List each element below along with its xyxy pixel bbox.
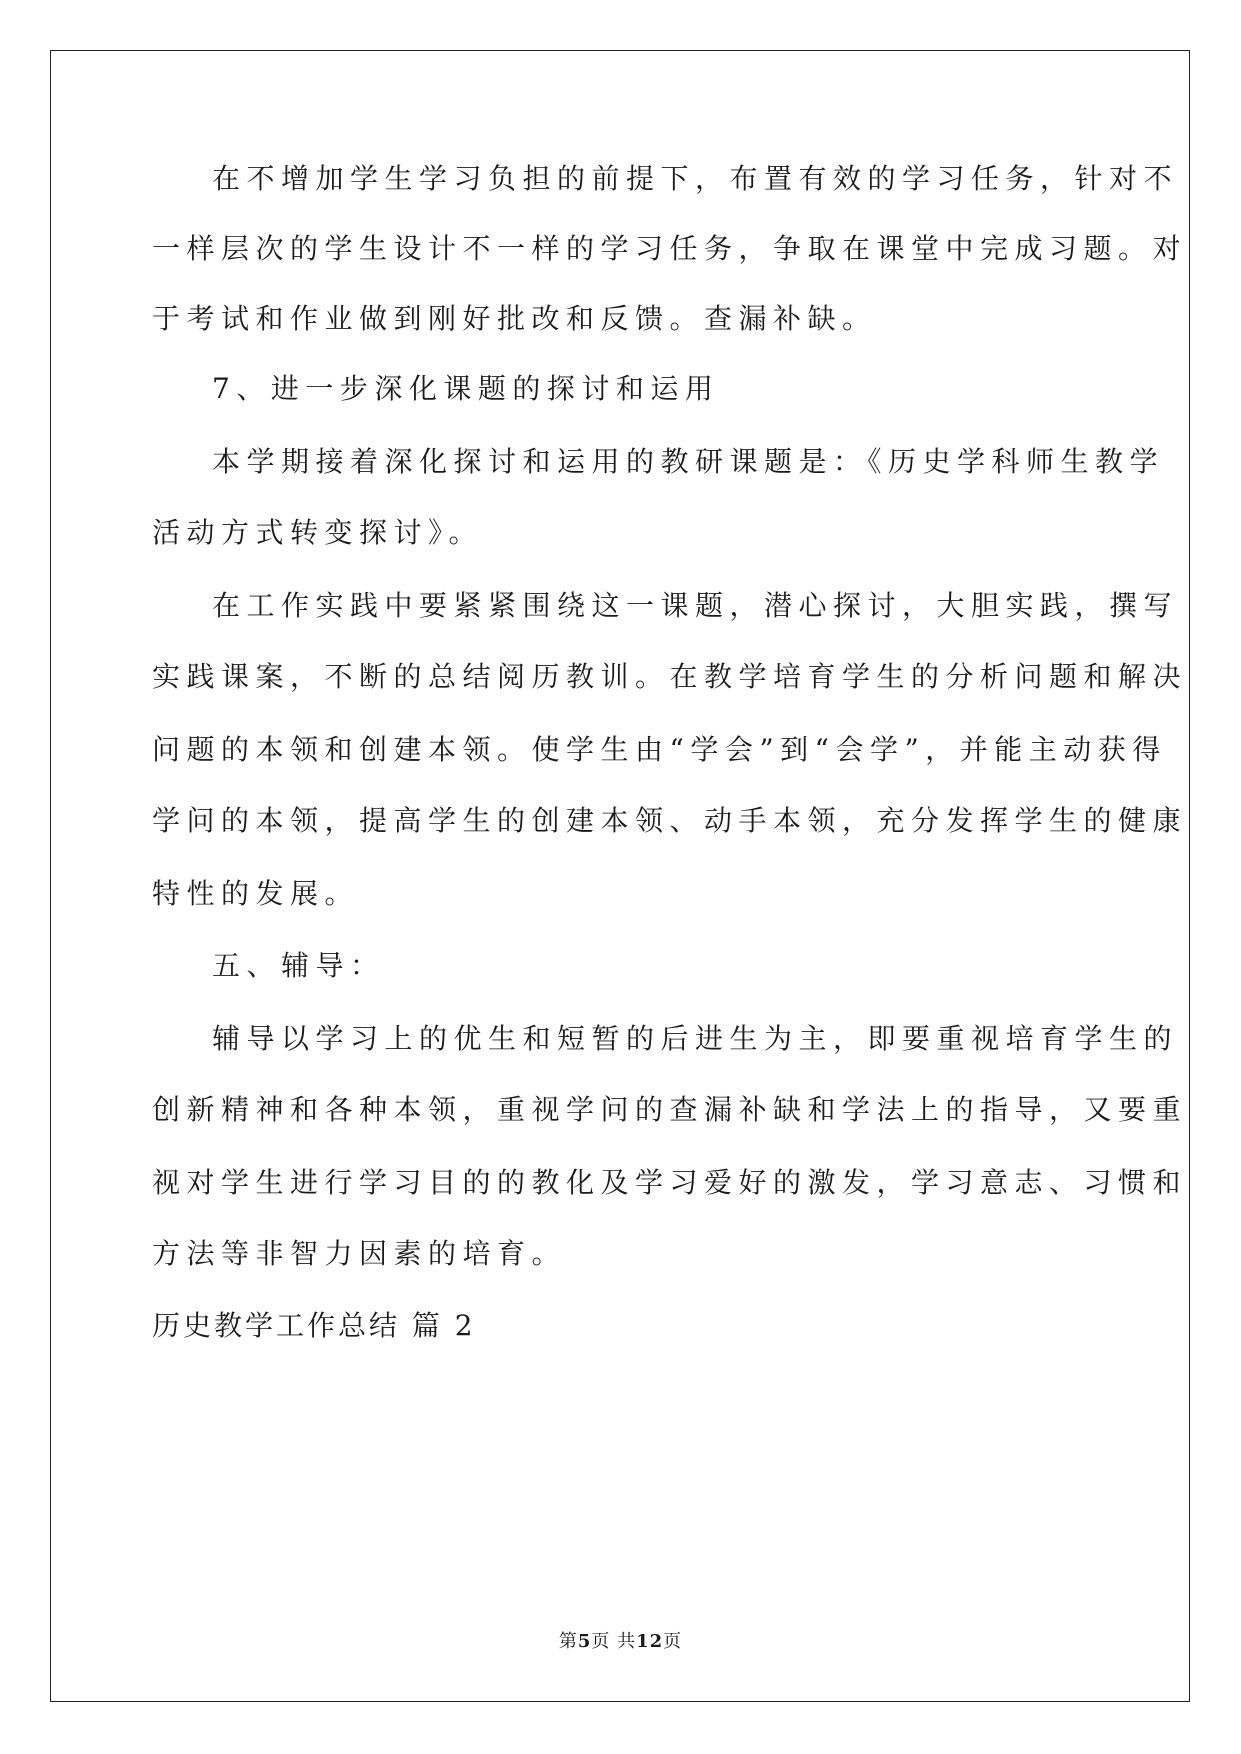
document-title: 历史教学工作总结 篇 2 — [152, 1309, 476, 1342]
paragraph-line: 辅导以学习上的优生和短暂的后进生为主，即要重视培育学生的 — [212, 1022, 1179, 1055]
section-heading: 五、辅导： — [212, 949, 385, 982]
page-current: 5 — [577, 1631, 592, 1652]
paragraph-line: 一样层次的学生设计不一样的学习任务，争取在课堂中完成习题。对 — [152, 232, 1188, 265]
paragraph-line: 于考试和作业做到刚好批改和反馈。查漏补缺。 — [152, 302, 877, 335]
paragraph-line: 视对学生进行学习目的的教化及学习爱好的激发，学习意志、习惯和 — [152, 1166, 1188, 1199]
page-prefix: 第 — [558, 1631, 578, 1652]
page-suffix: 页 — [663, 1631, 683, 1652]
paragraph-line: 学问的本领，提高学生的创建本领、动手本领，充分发挥学生的健康 — [152, 804, 1188, 837]
page-total: 12 — [636, 1631, 664, 1652]
paragraph-line: 本学期接着深化探讨和运用的教研课题是：《历史学科师生教学 — [212, 445, 1165, 478]
paragraph-line: 特性的发展。 — [152, 877, 360, 910]
page-border — [50, 50, 1190, 1702]
page-footer — [0, 1627, 1241, 1653]
paragraph-line: 方法等非智力因素的培育。 — [152, 1237, 567, 1270]
paragraph-line: 实践课案，不断的总结阅历教训。在教学培育学生的分析问题和解决 — [152, 660, 1188, 693]
paragraph-line: 创新精神和各种本领，重视学问的查漏补缺和学法上的指导，又要重 — [152, 1093, 1188, 1126]
paragraph-line: 在不增加学生学习负担的前提下，布置有效的学习任务，针对不 — [212, 162, 1179, 195]
section-heading: 7、进一步深化课题的探讨和运用 — [212, 372, 720, 405]
page-mid: 页 共 — [591, 1631, 637, 1652]
paragraph-line: 问题的本领和创建本领。使学生由“学会”到“会学”，并能主动获得 — [152, 733, 1167, 766]
paragraph-line: 活动方式转变探讨》。 — [152, 516, 484, 549]
paragraph-line: 在工作实践中要紧紧围绕这一课题，潜心探讨，大胆实践，撰写 — [212, 589, 1179, 622]
